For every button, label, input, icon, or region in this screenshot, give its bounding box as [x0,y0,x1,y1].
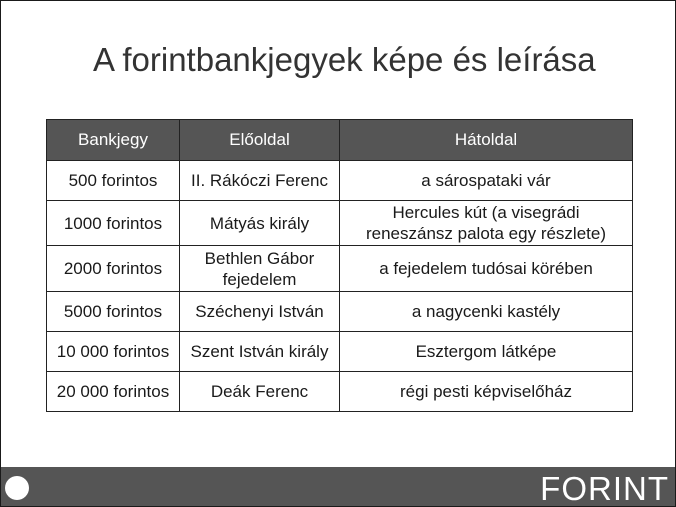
cell-denomination: 500 forintos [47,161,180,201]
cell-front: Mátyás király [180,201,340,246]
cell-front [180,246,340,292]
header-denomination: Bankjegy [47,120,180,161]
circle-icon [5,476,29,500]
footer-bar [1,467,676,506]
table-row [47,332,633,372]
cell-back: a sárospataki vár [340,161,633,201]
cell-denomination: 5000 forintos [47,292,180,332]
cell-back: régi pesti képviselőház [340,372,633,412]
cell-front: Szent István király [180,332,340,372]
cell-front: II. Rákóczi Ferenc [180,161,340,201]
cell-back: a fejedelem tudósai körében [340,246,633,292]
cell-front-line: Bethlen Gábor [204,248,315,268]
cell-denomination: 20 000 forintos [47,372,180,412]
cell-front: Széchenyi István [180,292,340,332]
cell-back [340,201,633,246]
header-back: Hátoldal [340,120,633,161]
cell-back-line: Hercules kút (a visegrádi [392,203,580,222]
cell-front: Deák Ferenc [180,372,340,412]
table-row [47,372,633,412]
cell-back-line: reneszánsz palota egy részlete) [365,224,607,243]
cell-denomination: 2000 forintos [47,246,180,292]
header-front: Előoldal [180,120,340,161]
cell-front-line: fejedelem [222,269,297,289]
table-row [47,246,633,292]
table-row [47,201,633,246]
cell-denomination: 10 000 forintos [47,332,180,372]
footer-brand: FORINT [540,470,669,507]
slide-title: A forintbankjegyek képe és leírása [93,41,596,78]
banknote-table [46,119,633,412]
cell-back: a nagycenki kastély [340,292,633,332]
table-row [47,161,633,201]
cell-back: Esztergom látképe [340,332,633,372]
table-row [47,292,633,332]
table-header-row [47,120,633,161]
cell-denomination: 1000 forintos [47,201,180,246]
